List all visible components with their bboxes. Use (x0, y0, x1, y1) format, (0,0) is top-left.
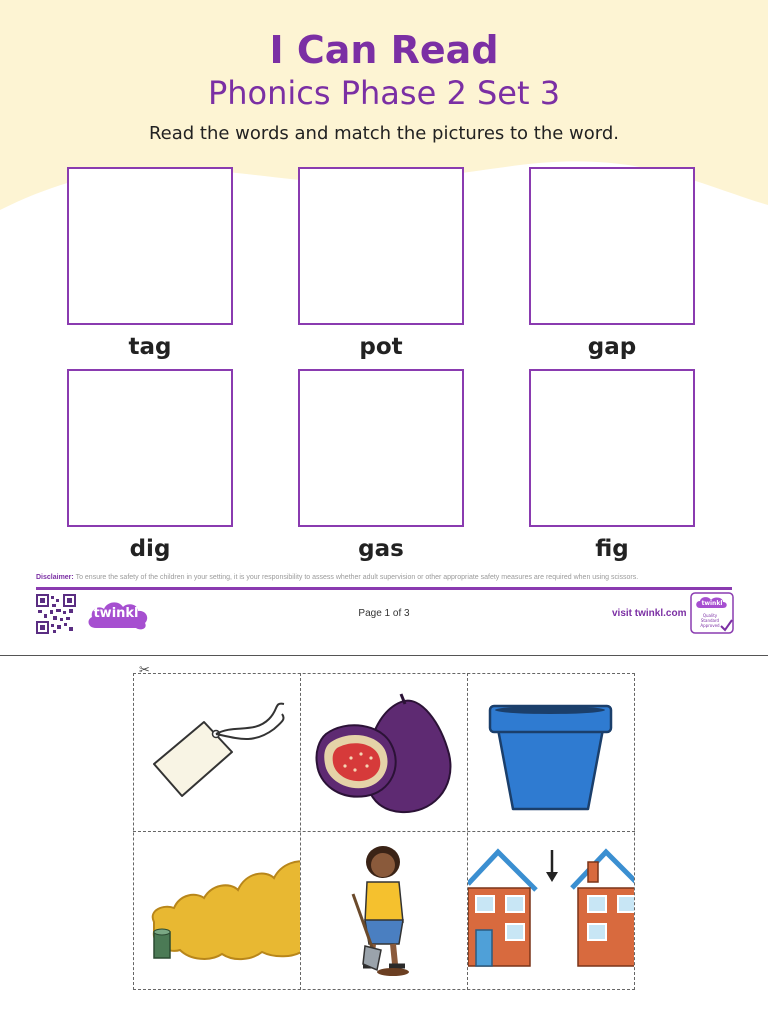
quality-badge-logo: twinkl (701, 600, 723, 607)
page-number: Page 1 of 3 (358, 608, 410, 619)
disclaimer-text: To ensure the safety of the children in your setting, it is your responsibility to assess whether adult supervision or other appropriate safety measures are required when using scissors. (73, 574, 639, 581)
word-label: gas (358, 536, 404, 562)
answer-box-gas[interactable] (298, 369, 464, 527)
page-separator (0, 655, 768, 656)
twinkl-logo-text: twinkl (93, 606, 139, 621)
word-label: fig (595, 536, 629, 562)
answer-box-dig[interactable] (67, 369, 233, 527)
tag-icon (134, 674, 300, 831)
disclaimer-label: Disclaimer: (36, 574, 74, 581)
picture-card-gas[interactable] (134, 832, 301, 990)
fig-icon (301, 674, 467, 831)
picture-card-tag[interactable] (134, 674, 301, 832)
footer-divider (36, 587, 732, 590)
word-label: gap (587, 334, 637, 360)
page-title: I Can Read (269, 28, 499, 72)
answer-box-fig[interactable] (529, 369, 695, 527)
answer-box-tag[interactable] (67, 167, 233, 325)
picture-card-pot[interactable] (468, 674, 635, 832)
answer-box-pot[interactable] (298, 167, 464, 325)
word-label: pot (359, 334, 403, 360)
pot-icon (468, 674, 634, 831)
disclaimer (36, 574, 638, 581)
answer-box-gap[interactable] (529, 167, 695, 325)
word-label: tag (128, 334, 172, 360)
quality-badge-text: Quality Standard Approved (700, 613, 720, 628)
picture-card-fig[interactable] (301, 674, 468, 832)
page-subtitle: Phonics Phase 2 Set 3 (207, 74, 561, 112)
picture-card-gap[interactable] (468, 832, 635, 990)
scissors-icon: ✂ (139, 663, 150, 678)
gap-icon (468, 832, 634, 989)
quality-badge (690, 592, 734, 634)
picture-card-dig[interactable] (301, 832, 468, 990)
visit-link[interactable]: visit twinkl.com (612, 608, 687, 619)
instruction-text: Read the words and match the pictures to the word. (148, 123, 620, 144)
dig-icon (301, 832, 467, 989)
word-label: dig (129, 536, 171, 562)
gas-icon (134, 832, 300, 989)
